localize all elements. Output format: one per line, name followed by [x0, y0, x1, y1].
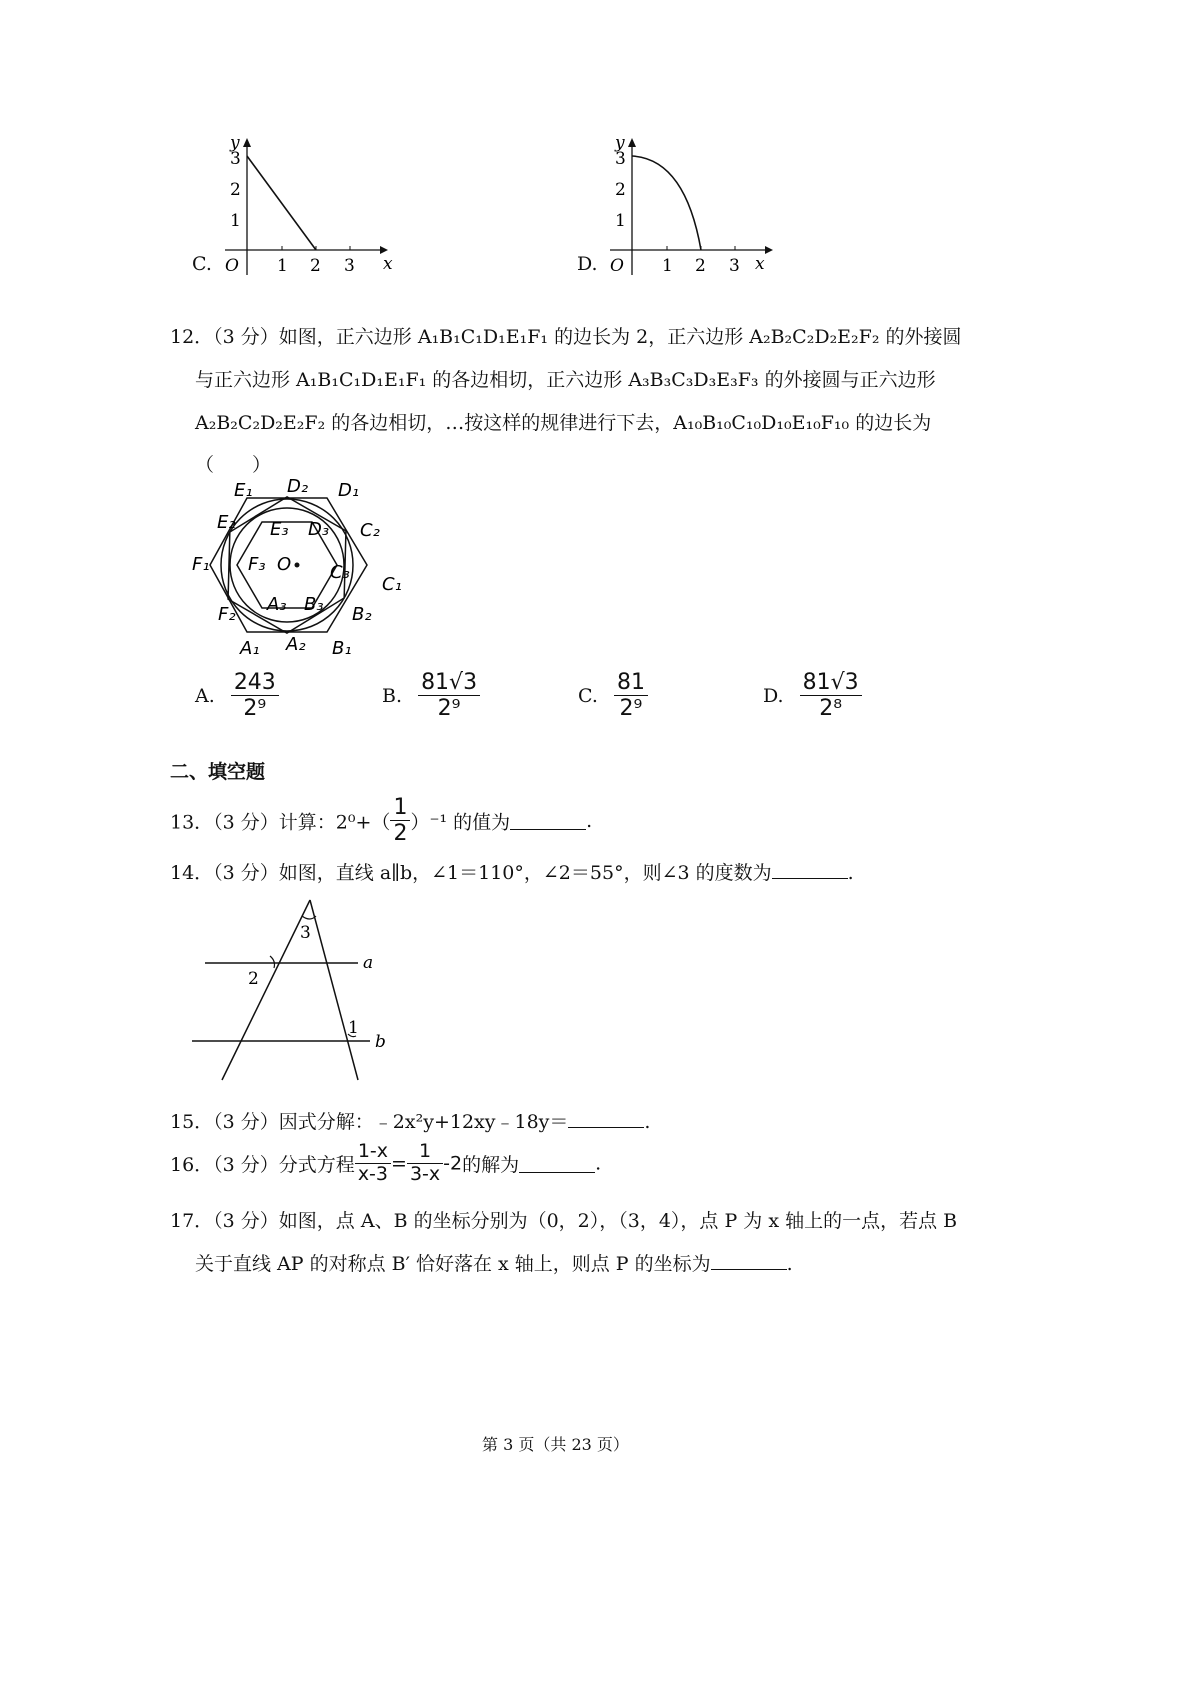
svg-text:D₂: D₂ — [287, 476, 309, 497]
q12-option-a-fraction: $\frac{243}{\text{2⁹}}$ — [231, 670, 279, 722]
q15: 15．（3 分）因式分解：﹣2x²y+12xy﹣18y＝ . — [170, 1111, 651, 1133]
svg-text:O: O — [610, 256, 624, 276]
svg-text:b: b — [375, 1032, 386, 1052]
svg-text:F₃: F₃ — [248, 554, 266, 575]
q12-line4: （ ） — [195, 454, 272, 476]
q12-option-c-label: C. — [578, 684, 598, 707]
svg-text:1: 1 — [348, 1018, 359, 1038]
svg-text:D₃: D₃ — [308, 519, 330, 540]
svg-text:1: 1 — [662, 256, 673, 276]
svg-text:x: x — [755, 254, 765, 274]
q14: 14．（3 分）如图，直线 a∥b，∠1＝110°，∠2＝55°，则∠3 的度数为 . — [170, 862, 854, 884]
svg-text:3: 3 — [230, 149, 241, 169]
q15-text: 15．（3 分）因式分解：﹣2x²y+12xy﹣18y＝ — [170, 1111, 569, 1133]
q12-line2: 与正六边形 A₁B₁C₁D₁E₁F₁ 的各边相切，正六边形 A₃B₃C₃D₃E₃F₃ 的外接圆与正六边形 — [195, 369, 936, 391]
q11-d-label: D. — [577, 253, 598, 275]
svg-text:3: 3 — [300, 923, 311, 943]
svg-text:3: 3 — [344, 256, 355, 276]
q12-option-d — [763, 670, 862, 722]
q13-suffix: ）⁻¹ 的值为 — [410, 811, 511, 834]
q11-option-d — [575, 135, 775, 280]
svg-text:E₁: E₁ — [234, 480, 253, 501]
svg-text:y: y — [615, 133, 625, 153]
q16-suffix: 的解为 — [462, 1153, 520, 1176]
q12-hexagon-figure — [190, 478, 420, 663]
svg-text:2: 2 — [615, 180, 626, 200]
q16-fraction-1: $\frac{1-x}{x-3}$ — [355, 1141, 391, 1186]
svg-text:x: x — [383, 254, 393, 274]
q16-answer-blank[interactable] — [519, 1154, 595, 1173]
svg-text:1: 1 — [230, 211, 241, 231]
svg-text:F₂: F₂ — [218, 604, 236, 625]
q13-prefix: 13．（3 分）计算：2⁰+（ — [170, 811, 391, 834]
svg-text:2: 2 — [230, 180, 241, 200]
svg-text:O: O — [277, 554, 292, 575]
svg-text:C₁: C₁ — [382, 574, 402, 595]
q17-answer-blank[interactable] — [711, 1251, 787, 1270]
q12-option-b — [382, 670, 480, 722]
svg-text:1: 1 — [615, 211, 626, 231]
svg-text:3: 3 — [615, 149, 626, 169]
svg-text:2: 2 — [695, 256, 706, 276]
q14-answer-blank[interactable] — [772, 860, 848, 879]
q14-parallel-lines-figure — [190, 898, 400, 1083]
q12-option-c-fraction: $\frac{81}{\text{2⁹}}$ — [614, 670, 648, 722]
svg-text:E₂: E₂ — [217, 512, 236, 533]
q16-prefix: 16．（3 分）分式方程 — [170, 1153, 355, 1176]
svg-text:O: O — [225, 256, 239, 276]
svg-text:B₃: B₃ — [304, 594, 324, 615]
page-footer: 第 3 页（共 23 页） — [482, 1435, 629, 1454]
svg-text:D₁: D₁ — [338, 480, 360, 501]
svg-text:2: 2 — [310, 256, 321, 276]
svg-text:A₂: A₂ — [286, 634, 306, 655]
q12-line1: 12．（3 分）如图，正六边形 A₁B₁C₁D₁E₁F₁ 的边长为 2，正六边形 A₂B₂C₂D₂E₂F₂ 的外接圆 — [170, 326, 962, 348]
svg-text:2: 2 — [248, 969, 259, 989]
q17-line1: 17．（3 分）如图，点 A、B 的坐标分别为（0，2），（3，4），点 P 为 x 轴上的一点，若点 B — [170, 1210, 958, 1232]
q12-option-b-fraction: $\frac{81√3}{\text{2⁹}}$ — [418, 670, 480, 722]
svg-text:A₁: A₁ — [240, 638, 260, 659]
q16-fraction-2: $\frac{1}{3-x}$ — [407, 1141, 443, 1186]
q14-text: 14．（3 分）如图，直线 a∥b，∠1＝110°，∠2＝55°，则∠3 的度数为 — [170, 862, 772, 884]
q17-line2: 关于直线 AP 的对称点 B′ 恰好落在 x 轴上，则点 P 的坐标为 . — [195, 1253, 793, 1275]
q13-fraction: $\frac{1}{2}$ — [390, 795, 410, 847]
q12-option-c — [578, 670, 648, 722]
q11-option-c — [190, 133, 393, 280]
svg-text:C₃: C₃ — [330, 562, 350, 583]
q12-line3: A₂B₂C₂D₂E₂F₂ 的各边相切，…按这样的规律进行下去，A₁₀B₁₀C₁₀D₁₀E₁₀F₁₀ 的边长为 — [195, 412, 932, 434]
svg-text:3: 3 — [729, 256, 740, 276]
svg-text:1: 1 — [277, 256, 288, 276]
svg-text:B₁: B₁ — [332, 638, 352, 659]
svg-text:B₂: B₂ — [352, 604, 372, 625]
q12-option-a-label: A. — [195, 684, 215, 707]
q11-d-graph — [605, 135, 775, 280]
q12-option-d-fraction: $\frac{81√3}{\text{2⁸}}$ — [800, 670, 862, 722]
q12-option-a — [195, 670, 279, 722]
q12-option-d-label: D. — [763, 684, 784, 707]
q11-c-label: C. — [192, 253, 212, 275]
q15-answer-blank[interactable] — [568, 1109, 644, 1128]
svg-text:E₃: E₃ — [270, 519, 289, 540]
svg-text:y: y — [230, 133, 240, 153]
section-2-title: 二、填空题 — [170, 761, 266, 783]
q13-answer-blank[interactable] — [510, 811, 586, 830]
svg-text:C₂: C₂ — [360, 520, 380, 541]
q11-c-graph — [220, 133, 393, 280]
q17-line2-text: 关于直线 AP 的对称点 B′ 恰好落在 x 轴上，则点 P 的坐标为 — [195, 1253, 711, 1275]
svg-text:a: a — [363, 953, 374, 973]
svg-text:A₃: A₃ — [267, 594, 287, 615]
q12-option-b-label: B. — [382, 684, 403, 707]
svg-text:F₁: F₁ — [192, 554, 210, 575]
q13: 13．（3 分）计算：2⁰+（ $\frac{1}{2}$ ）⁻¹ 的值为 . — [170, 795, 593, 847]
q16: 16．（3 分）分式方程 $\frac{1-x}{x-3}$ = $\frac{1}{3-x}$ -2的解为 . — [170, 1140, 602, 1185]
